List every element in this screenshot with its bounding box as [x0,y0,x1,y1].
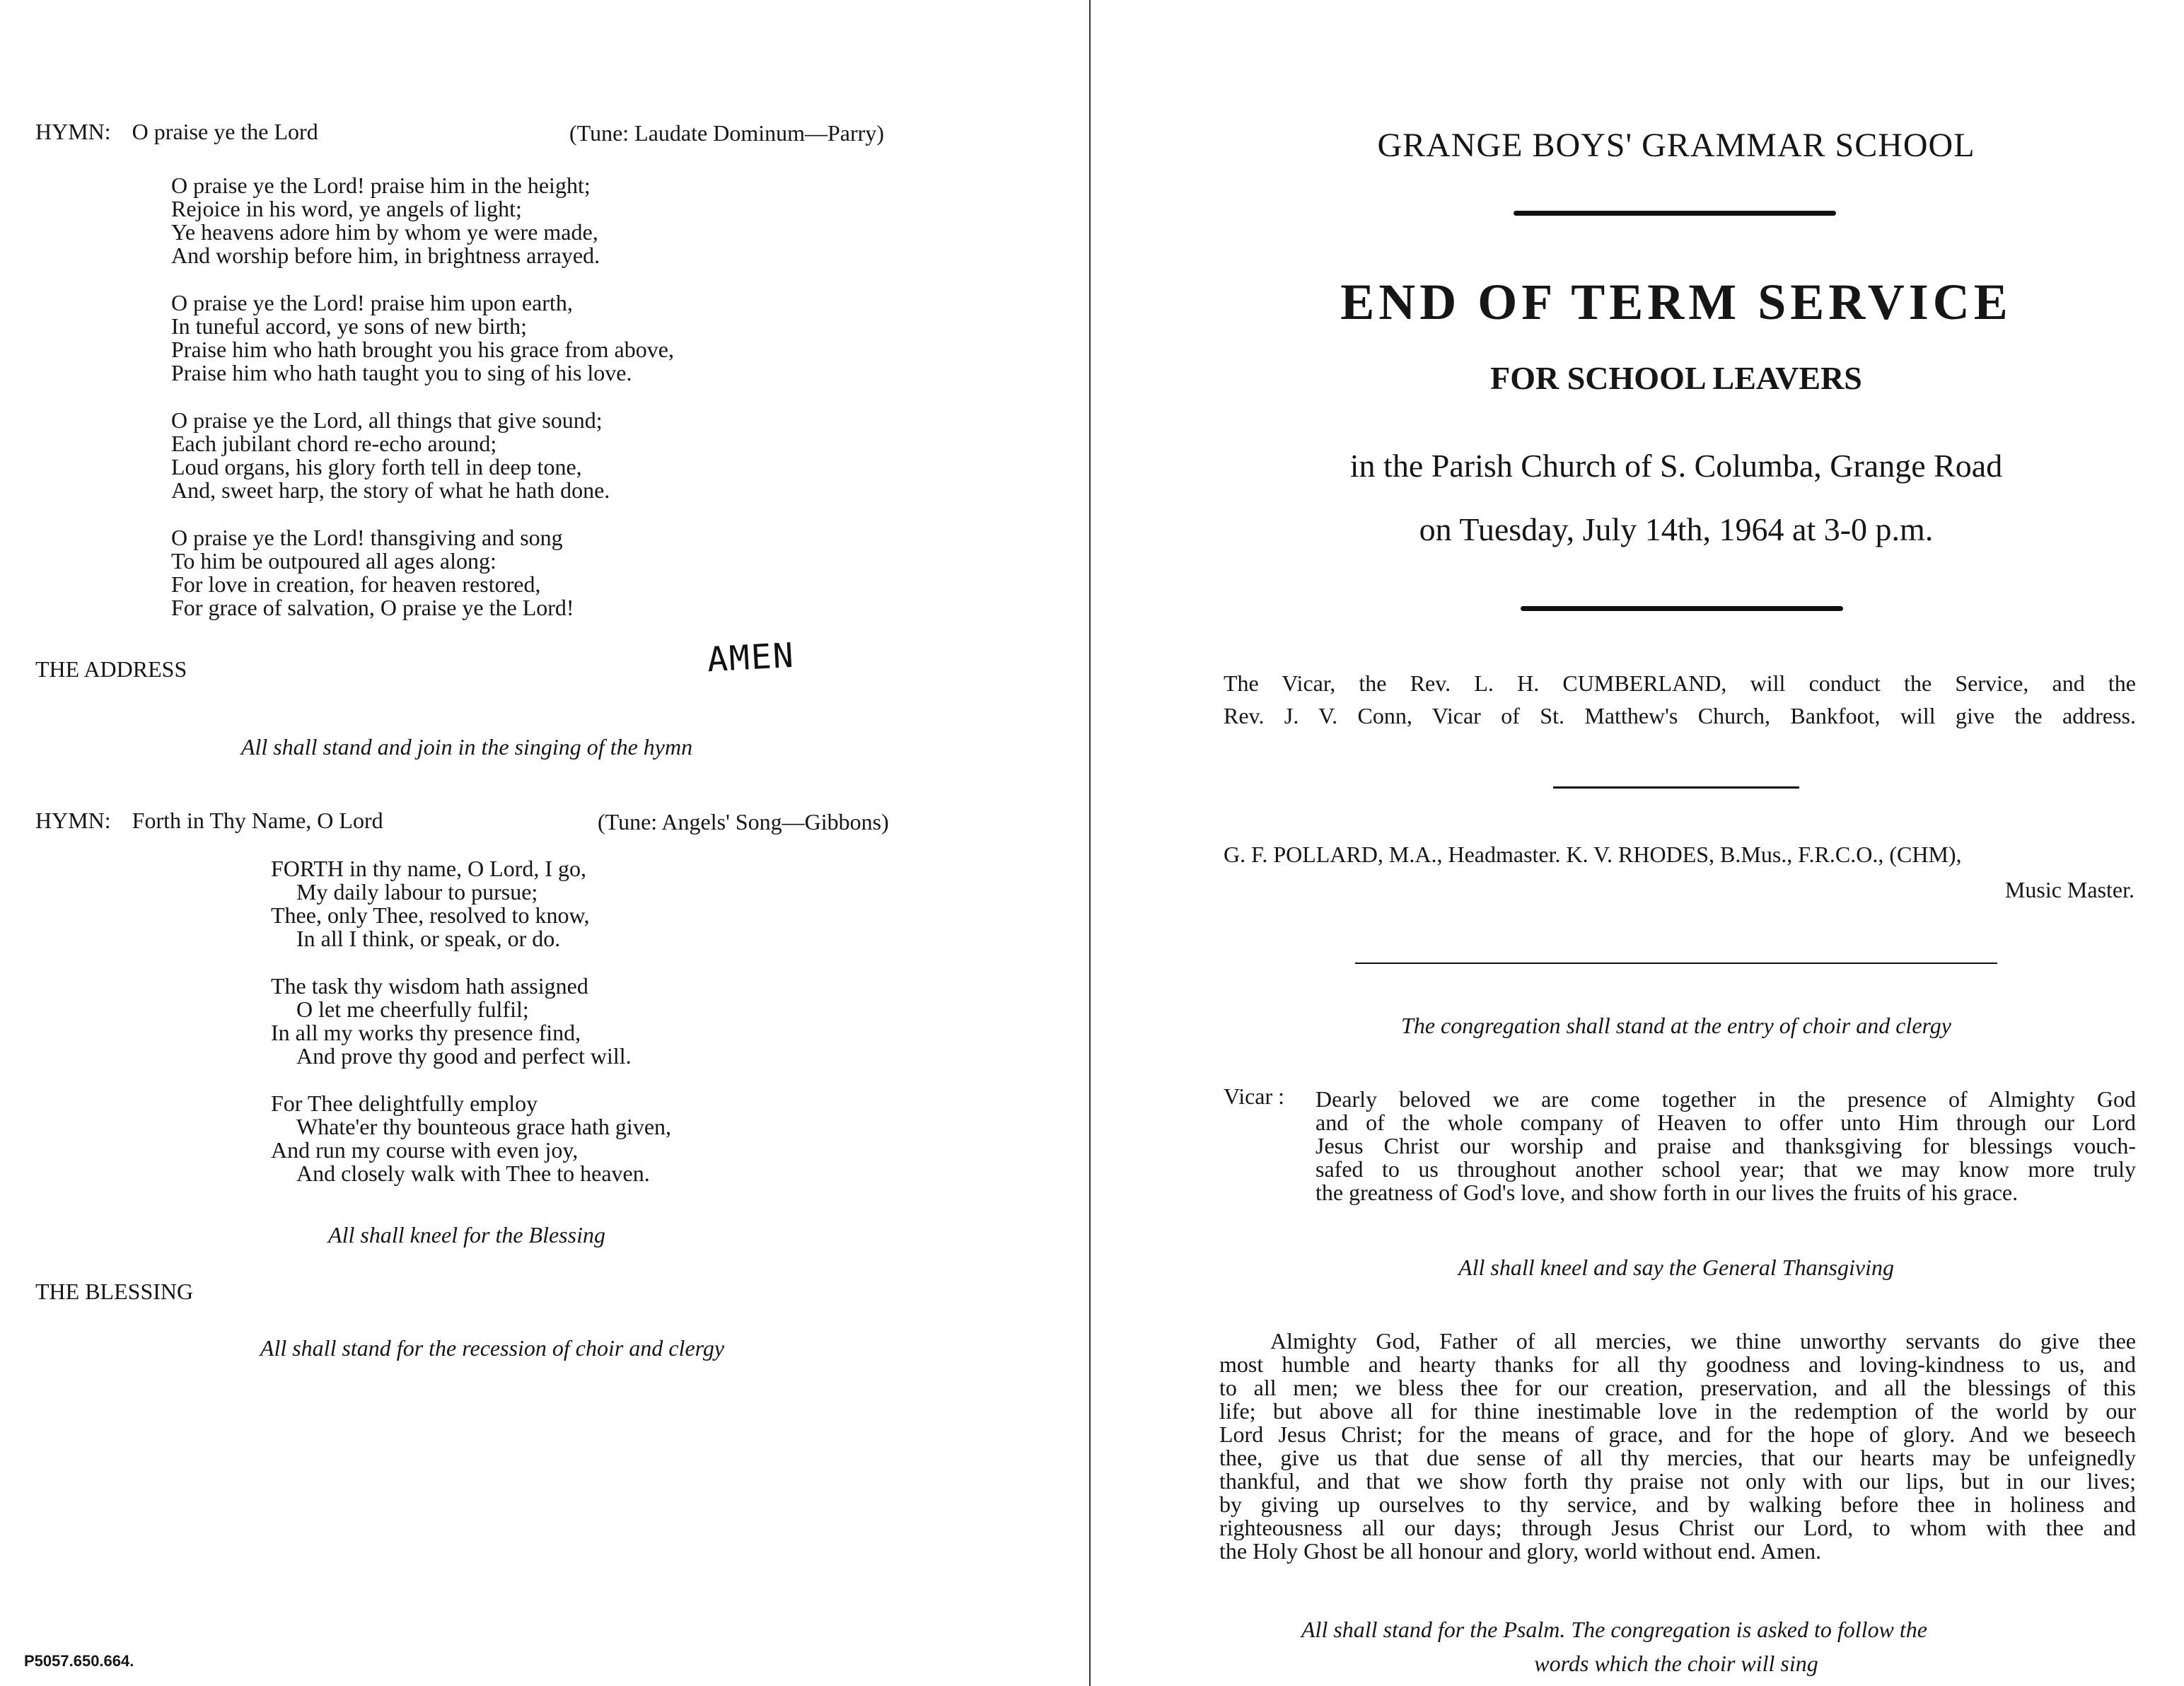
hymn-stanza [171,409,674,502]
hymn-line: O praise ye the Lord! thansgiving and song [171,525,563,550]
hymn-line: Praise him who hath taught you to sing of his love. [171,360,632,385]
hymn-stanza [171,526,674,620]
rule-2 [1521,606,1843,611]
print-code: P5057.650.664. [24,1652,134,1670]
hymn1-title: O praise ye the Lord [132,119,318,144]
instruction-stand-sing: All shall stand and join in the singing of the hymn [240,734,693,760]
hymn-stanza [271,857,671,950]
hymn-line: In all my works thy presence find, [271,1020,581,1045]
paragraph-line: thankful, and that we show forth thy praise not only with our lips, but in our lives; [1219,1468,2136,1494]
hymn1-label: HYMN: [35,119,111,144]
paragraph-line: Almighty God, Father of all mercies, we thine unworthy servants do give thee [1270,1328,2136,1354]
paragraph-line: thee, give us that due sense of all thy mercies, that our hearts may be unfeignedly [1219,1445,2136,1470]
hymn-line: In tuneful accord, ye sons of new birth; [171,313,527,339]
hymn-stanza [271,975,671,1068]
paragraph-line: by giving up ourselves to thy service, and by walking before thee in holiness and [1219,1492,2136,1517]
hymn-line: In all I think, or speak, or do. [296,926,561,951]
hymn-line: Whate'er thy bounteous grace hath given, [296,1114,672,1139]
hymn2-heading [35,808,383,834]
hymn-line: Ye heavens adore him by whom ye were made, [171,219,598,245]
paragraph-line: Jesus Christ our worship and praise and thanksgiving for blessings vouch- [1315,1133,2136,1158]
paragraph-line: the Holy Ghost be all honour and glory, world without end. Amen. [1219,1538,1822,1564]
rule-3 [1553,786,1799,789]
paragraph-line: to all men; we bless thee for our creation, preservation, and all the blessings of this [1219,1375,2136,1400]
hymn-line: Each jubilant chord re-echo around; [171,431,497,456]
hymn-line: And closely walk with Thee to heaven. [296,1161,650,1186]
paragraph-line: and of the whole company of Heaven to offer unto Him through our Lord [1315,1110,2136,1135]
hymn-line: For love in creation, for heaven restored, [171,571,541,597]
instruction-thanksgiving: All shall kneel and say the General Thansgiving [1458,1255,1894,1280]
hymn-line: Rejoice in his word, ye angels of light; [171,196,522,221]
hymn-line: Thee, only Thee, resolved to know, [271,902,590,928]
staff-line-1: G. F. POLLARD, M.A., Headmaster. K. V. RHODES, B.Mus., F.R.C.O., (CHM), [1224,842,1962,867]
hymn1-heading [35,119,318,145]
hymn-line: O praise ye the Lord, all things that give sound; [171,407,603,433]
instruction-psalm-2: words which the choir will sing [1534,1651,1818,1676]
clergy-line-2: Rev. J. V. Conn, Vicar of St. Matthew's Church, Bankfoot, will give the address. [1224,703,2136,728]
hymn-line: FORTH in thy name, O Lord, I go, [271,856,587,881]
school-name: GRANGE BOYS' GRAMMAR SCHOOL [1377,127,1975,164]
hymn-line: And, sweet harp, the story of what he hath done. [171,477,610,503]
hymn-line: Loud organs, his glory forth tell in deep tone, [171,454,582,479]
page-fold [1089,0,1091,1686]
paragraph-line: Lord Jesus Christ; for the means of grace, and for the hope of glory. And we beseech [1219,1422,2136,1447]
hymn-line: And worship before him, in brightness arrayed. [171,243,600,268]
vicar-label: Vicar : [1224,1083,1285,1109]
hymn2-title: Forth in Thy Name, O Lord [132,808,383,833]
service-date: on Tuesday, July 14th, 1964 at 3-0 p.m. [1419,511,1934,547]
service-location: in the Parish Church of S. Columba, Grange Road [1349,448,2003,484]
service-subtitle: FOR SCHOOL LEAVERS [1490,360,1862,396]
clergy-line-1: The Vicar, the Rev. L. H. CUMBERLAND, will conduct the Service, and the [1224,670,2136,696]
hymn-line: For grace of salvation, O praise ye the Lord! [171,595,574,620]
paragraph-line: the greatness of God's love, and show forth in our lives the fruits of his grace. [1315,1180,2019,1205]
hymn-stanza [171,291,674,385]
hymn-stanza [271,1092,671,1185]
paragraph-line: Dearly beloved we are come together in the presence of Almighty God [1315,1086,2136,1112]
hymn-line: O let me cheerfully fulfil; [296,996,529,1022]
paragraph-line: righteousness all our days; through Jesus Christ our Lord, to whom with thee and [1219,1515,2136,1540]
hymn-line: And run my course with even joy, [271,1137,579,1163]
hymn-line: For Thee delightfully employ [271,1091,538,1116]
paragraph-line: safed to us throughout another school year; that we may know more truly [1315,1156,2136,1182]
hymn-line: To him be outpoured all ages along: [171,548,496,574]
address-heading: THE ADDRESS [35,656,187,682]
hymn-stanza [171,174,674,267]
hymn1-tune: (Tune: Laudate Dominum—Parry) [569,120,884,146]
service-title: END OF TERM SERVICE [1340,274,2012,330]
hymn-line: O praise ye the Lord! praise him upon earth, [171,290,573,315]
rule-1 [1514,211,1836,216]
hymn1-text [171,174,674,644]
hymn2-tune: (Tune: Angels' Song—Gibbons) [598,809,889,835]
blessing-heading: THE BLESSING [35,1279,194,1304]
paragraph-line: most humble and hearty thanks for all thy goodness and loving-kindness to us, and [1219,1351,2136,1377]
hymn-line: My daily labour to pursue; [296,879,538,905]
hymn2-text [271,857,671,1209]
vicar-text [1315,1088,2136,1204]
hymn2-label: HYMN: [35,808,111,833]
paragraph-line: life; but above all for thine inestimable love in the redemption of the world by our [1219,1398,2136,1424]
handwritten-amen: AMEN [706,635,796,680]
thanksgiving-text [1219,1330,2136,1563]
instruction-kneel-blessing: All shall kneel for the Blessing [328,1222,605,1248]
instruction-recession: All shall stand for the recession of choir and clergy [260,1335,725,1361]
staff-line-2: Music Master. [2004,877,2134,902]
hymn-line: Praise him who hath brought you his grace from above, [171,337,674,362]
instruction-psalm-1: All shall stand for the Psalm. The congregation is asked to follow the [1301,1617,1927,1642]
hymn-line: The task thy wisdom hath assigned [271,973,588,999]
hymn-line: O praise ye the Lord! praise him in the height; [171,173,591,198]
hymn-line: And prove thy good and perfect will. [296,1043,632,1069]
rule-4 [1355,963,1997,964]
instruction-entry: The congregation shall stand at the entry of choir and clergy [1401,1013,1951,1038]
